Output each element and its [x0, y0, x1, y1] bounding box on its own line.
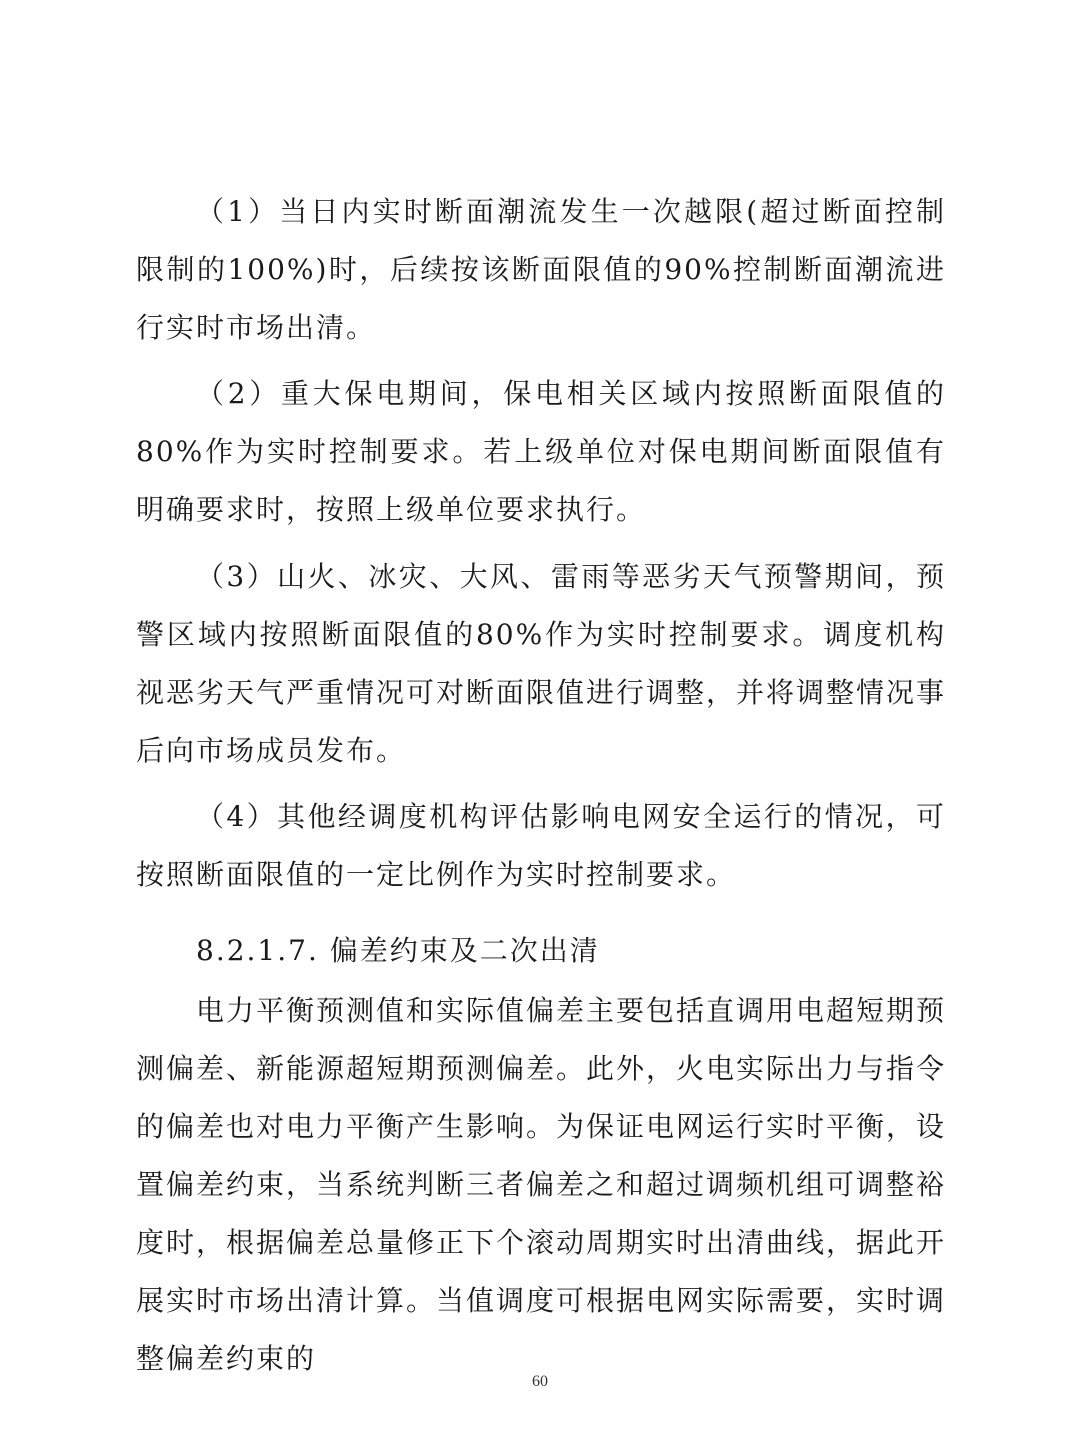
page-number: 60 [532, 1373, 548, 1390]
section-body-paragraph: 电力平衡预测值和实际值偏差主要包括直调用电超短期预测偏差、新能源超短期预测偏差。此外，火电实际出力与指令的偏差也对电力平衡产生影响。为保证电网运行实时平衡，设置偏差约束，当系统判断三者偏差之和超过调频机组可调整裕度时，根据偏差总量修正下个滚动周期实时出清曲线，据此开展实时市场出清计算。当值调度可根据电网实际需要，实时调整偏差约束的 [136, 994, 947, 1375]
section-heading: 8.2.1.7. 偏差约束及二次出清 [196, 934, 600, 967]
paragraph-item-3: （3）山火、冰灾、大风、雷雨等恶劣天气预警期间，预警区域内按照断面限值的80%作为实时控制要求。调度机构视恶劣天气严重情况可对断面限值进行调整，并将调整情况事后向市场成员发布。 [136, 560, 947, 767]
paragraph-item-1: （1）当日内实时断面潮流发生一次越限(超过断面控制限制的100%)时，后续按该断面限值的90%控制断面潮流进行实时市场出清。 [136, 195, 946, 344]
paragraph-item-2: （2）重大保电期间，保电相关区域内按照断面限值的80%作为实时控制要求。若上级单位对保电期间断面限值有明确要求时，按照上级单位要求执行。 [136, 377, 946, 526]
paragraph-item-4: （4）其他经调度机构评估影响电网安全运行的情况，可按照断面限值的一定比例作为实时控制要求。 [136, 800, 946, 891]
